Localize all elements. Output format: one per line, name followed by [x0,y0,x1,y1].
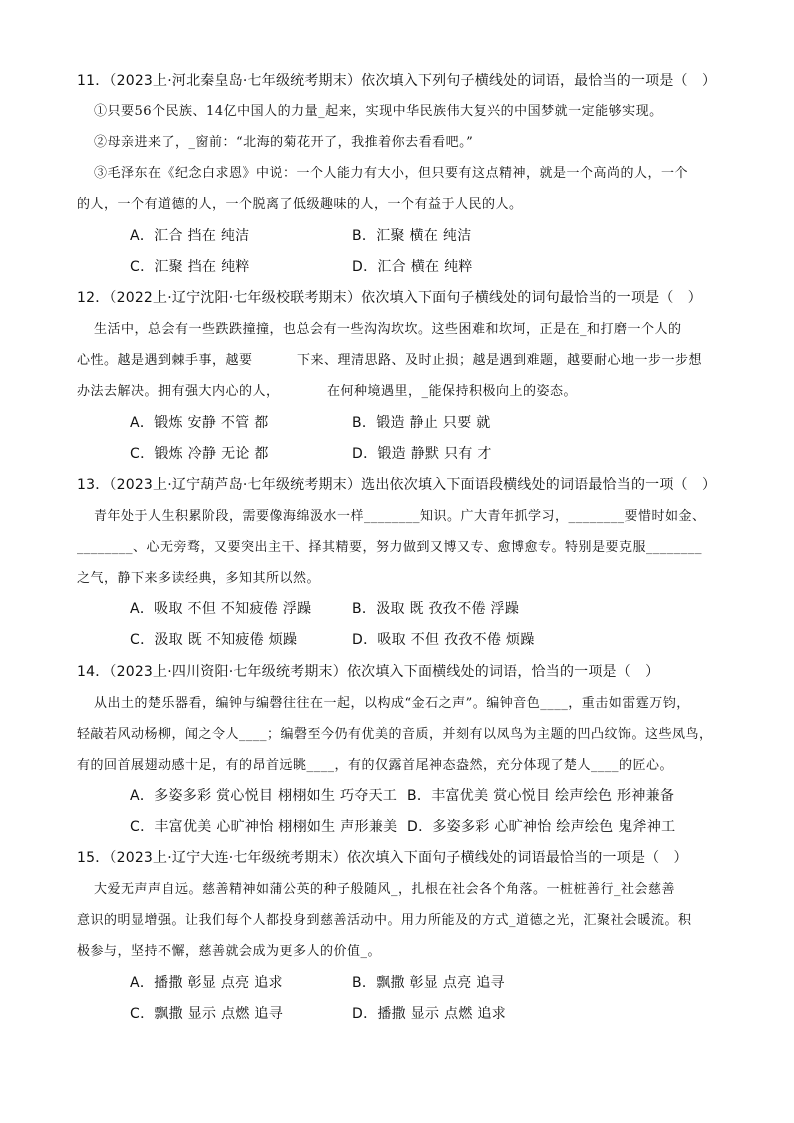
option-b[interactable]: B．汇聚 横在 纯洁 [352,228,472,244]
option-b[interactable]: B．丰富优美 赏心悦目 绘声绘色 形神兼备 [407,788,675,804]
question-title: 15．（2023上·辽宁大连·七年级统考期末）依次填入下面句子横线处的词语最恰当的一项是（ ） [77,850,688,866]
option-c[interactable]: C．飘撒 显示 点燃 追寻 [130,1006,284,1022]
option-c[interactable]: C．锻炼 冷静 无论 都 [130,446,269,462]
question-line: 在何种境遇里，_能保持积极向上的姿态。 [327,384,578,399]
question-line: 心性。越是遇到棘手事，越要 [77,353,253,368]
question-line: ③毛泽东在《纪念白求恩》中说：一个人能力有大小，但只要有这点精神，就是一个高尚的人，一个 [94,166,689,181]
question-line: 大爱无声声自远。慈善精神如蒲公英的种子般随风_，扎根在社会各个角落。一桩桩善行_社会慈善 [94,882,676,897]
option-a[interactable]: A．多姿多彩 赏心悦目 栩栩如生 巧夺天工 [130,788,398,804]
question-title: 12．（2022上·辽宁沈阳·七年级校联考期末）依次填入下面句子横线处的词句最恰当的一项是（ ） [77,290,702,306]
question-line: 下来、理清思路、及时止损；越是遇到难题，越要耐心地一步一步想 [297,353,703,368]
option-c[interactable]: C．丰富优美 心旷神怡 栩栩如生 声形兼美 [130,819,398,835]
question-line: 办法去解决。拥有强大内心的人， [77,384,280,399]
option-a[interactable]: A．锻炼 安静 不管 都 [130,415,269,431]
question-line: 从出土的楚乐器看，编钟与编磬往往在一起，以构成“金石之声”。编钟音色____，重击如雷霆万钧， [94,696,690,711]
question-line: 意识的明显增强。让我们每个人都投身到慈善活动中。用力所能及的方式_道德之光，汇聚社会暖流。积 [77,913,692,928]
option-c[interactable]: C．汲取 既 不知疲倦 烦躁 [130,632,298,648]
option-a[interactable]: A．播撒 彰显 点亮 追求 [130,975,283,991]
option-d[interactable]: D．锻造 静默 只有 才 [352,446,492,462]
option-d[interactable]: D．吸取 不但 孜孜不倦 烦躁 [352,632,535,648]
question-line: 的人，一个有道德的人，一个脱离了低级趣味的人，一个有益于人民的人。 [77,197,523,212]
question-line: 之气，静下来多读经典，多知其所以然。 [77,571,321,586]
question-title: 14．（2023上·四川资阳·七年级统考期末）依次填入下面横线处的词语，恰当的一项是（ ） [77,664,660,680]
question-title: 13．（2023上·辽宁葫芦岛·七年级统考期末）选出依次填入下面语段横线处的词语最恰当的一项（ ） [77,477,717,493]
question-line: 青年处于人生积累阶段，需要像海绵汲水一样________知识。广大青年抓学习，________要惜时如金、 [94,509,706,524]
option-c[interactable]: C．汇聚 挡在 纯粹 [130,259,250,275]
option-a[interactable]: A．汇合 挡在 纯洁 [130,228,250,244]
question-title: 11．（2023上·河北秦皇岛·七年级统考期末）依次填入下列句子横线处的词语，最恰当的一项是（ ） [77,73,717,89]
question-line: 极参与，坚持不懈，慈善就会成为更多人的价值_。 [77,944,382,959]
question-line: ①只要56个民族、14亿中国人的力量_起来，实现中华民族伟大复兴的中国梦就一定能够实现。 [94,104,663,119]
option-b[interactable]: B．汲取 既 孜孜不倦 浮躁 [352,601,520,617]
option-a[interactable]: A．吸取 不但 不知疲倦 浮躁 [130,601,312,617]
question-line: 生活中，总会有一些跌跌撞撞，也总会有一些沟沟坎坎。这些困难和坎坷，正是在_和打磨一个人的 [94,322,682,337]
option-d[interactable]: D．多姿多彩 心旷神怡 绘声绘色 鬼斧神工 [407,819,676,835]
question-line: 轻敲若风动杨柳，闻之令人____；编磬至今仍有优美的音质，并刻有以凤鸟为主题的凹凸纹饰。这些凤鸟， [77,727,713,742]
option-b[interactable]: B．锻造 静止 只要 就 [352,415,491,431]
question-line: 有的回首展翅动感十足，有的昂首远眺____，有的仅露首尾神态盎然，充分体现了楚人____的匠心。 [77,758,674,773]
option-d[interactable]: D．汇合 横在 纯粹 [352,259,473,275]
option-b[interactable]: B．飘撒 彰显 点亮 追寻 [352,975,505,991]
question-line: ②母亲进来了，_窗前：“北海的菊花开了，我推着你去看看吧。” [94,135,474,150]
question-line: ________、心无旁骛，又要突出主干、择其精要，努力做到又博又专、愈博愈专。特别是要克服________ [77,540,703,555]
option-d[interactable]: D．播撒 显示 点燃 追求 [352,1006,507,1022]
